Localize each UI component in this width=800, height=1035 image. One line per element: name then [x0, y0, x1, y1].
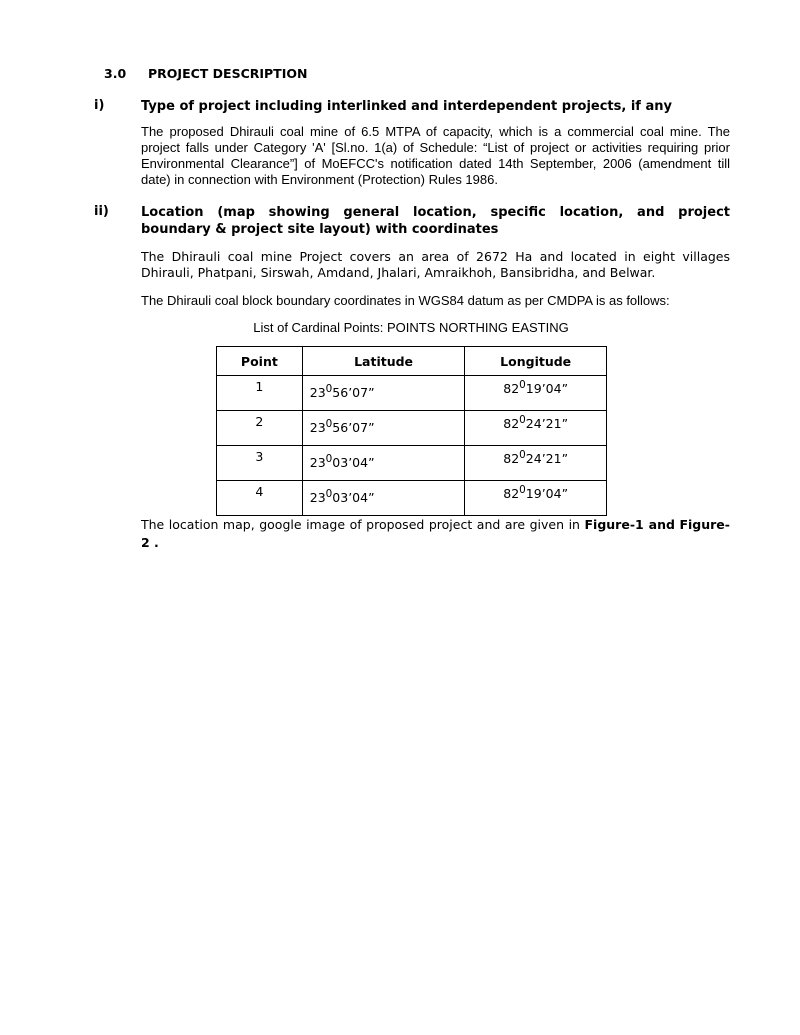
cell-latitude: [302, 481, 465, 516]
item-heading-project-type: Type of project including interlinked and interdependent projects, if any: [141, 99, 672, 114]
coordinates-table: [216, 346, 607, 516]
cell-latitude: [302, 376, 465, 411]
paragraph-coordinates-intro: The Dhirauli coal block boundary coordinates in WGS84 datum as per CMDPA is as follows:: [141, 293, 670, 308]
figure-1-reference: Figure-1 and: [584, 517, 675, 532]
paragraph-figure-reference: [141, 516, 730, 552]
degree-mark: 0: [519, 379, 526, 391]
cell-point: 1: [217, 376, 303, 411]
table-row: [217, 411, 607, 446]
cell-latitude: [302, 446, 465, 481]
lon-rest: 24’21”: [525, 451, 569, 467]
lon-rest: 24’21”: [525, 416, 569, 432]
table-header-row: [217, 347, 607, 376]
lon-rest: 19’04”: [525, 381, 569, 397]
cell-longitude: [465, 411, 607, 446]
table-caption: List of Cardinal Points: POINTS NORTHING EASTING: [253, 320, 569, 335]
lon-rest: 19’04”: [525, 486, 569, 502]
closing-text: The location map, google image of proposed project and are given in: [141, 517, 585, 532]
cell-point: 3: [217, 446, 303, 481]
lat-rest: 03’04”: [332, 490, 375, 506]
lat-rest: 03’04”: [332, 455, 375, 471]
closing-period: .: [149, 535, 159, 550]
paragraph-location-area: The Dhirauli coal mine Project covers an area of 2672 Ha and located in eight villages Dhirauli, Phatpani, Sirswah, Amdand, Jhalari, Amraikhoh, Bansibridha, and Belwar.: [141, 249, 730, 280]
cell-latitude: [302, 411, 465, 446]
lat-deg: 23: [309, 490, 326, 506]
item-number-ii: ii): [94, 204, 109, 219]
degree-mark: 0: [325, 383, 333, 395]
degree-mark: 0: [325, 453, 333, 465]
table-row: [217, 481, 607, 516]
section-title: PROJECT DESCRIPTION: [148, 66, 308, 81]
degree-mark: 0: [325, 488, 333, 500]
lon-deg: 82: [503, 381, 520, 397]
table-row: [217, 376, 607, 411]
degree-mark: 0: [519, 484, 526, 496]
lon-deg: 82: [503, 416, 520, 432]
degree-mark: 0: [519, 449, 526, 461]
header-latitude: Latitude: [302, 347, 465, 376]
cell-point: 2: [217, 411, 303, 446]
header-point: Point: [217, 347, 303, 376]
item-number-i: i): [94, 98, 105, 113]
cell-longitude: [465, 446, 607, 481]
lat-deg: 23: [309, 385, 326, 401]
figure-2-reference: Figure-2: [141, 517, 730, 550]
cell-longitude: [465, 481, 607, 516]
lon-deg: 82: [503, 486, 520, 502]
lat-deg: 23: [309, 420, 326, 436]
lat-rest: 56’07”: [332, 420, 375, 436]
lon-deg: 82: [503, 451, 520, 467]
table-row: [217, 446, 607, 481]
section-number: 3.0: [104, 66, 127, 81]
cell-point: 4: [217, 481, 303, 516]
paragraph-project-type: The proposed Dhirauli coal mine of 6.5 MTPA of capacity, which is a commercial coal mine. The project falls under Category 'A' [Sl.no. 1(a) of Schedule: “List of project or activities requiring prior Environmental Clearance”] of MoEFCC's notification dated 14th September, 2006 (amendment till date) in connection with Environment (Protection) Rules 1986.: [141, 124, 730, 187]
cell-longitude: [465, 376, 607, 411]
lat-rest: 56’07”: [332, 385, 375, 401]
degree-mark: 0: [519, 414, 526, 426]
header-longitude: Longitude: [465, 347, 607, 376]
lat-deg: 23: [309, 455, 326, 471]
item-heading-location: Location (map showing general location, specific location, and project boundary & project site layout) with coordinates: [141, 205, 730, 237]
degree-mark: 0: [325, 418, 333, 430]
